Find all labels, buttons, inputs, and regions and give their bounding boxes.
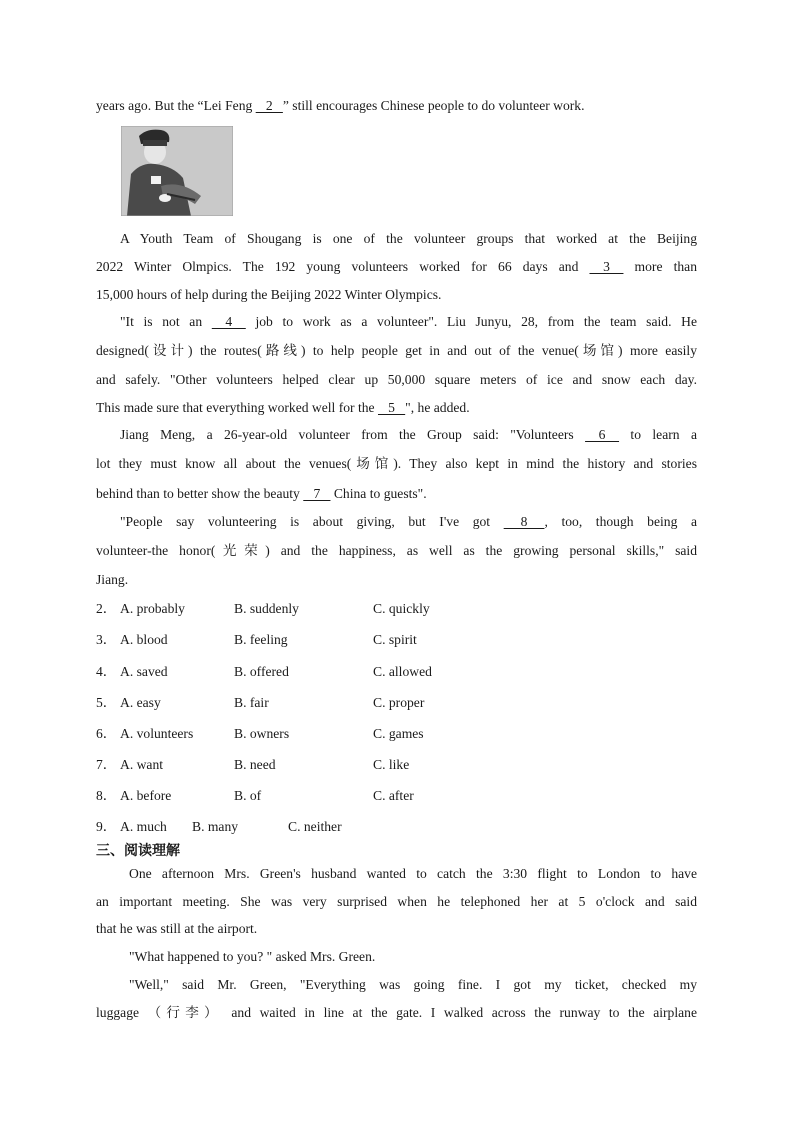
passage-line: A Youth Team of Shougang is one of the volunteer groups that worked at the Beijing [120, 231, 697, 246]
option-b: B. of [234, 788, 262, 803]
question-number: 6． [96, 726, 117, 741]
reading-line: "What happened to you? " asked Mrs. Green. [129, 949, 376, 964]
passage-line [96, 485, 697, 503]
question-number: 7． [96, 757, 117, 772]
option-c: C. quickly [373, 601, 430, 616]
passage-line [96, 399, 697, 417]
option-b: B. need [234, 757, 276, 772]
blank-5: 5 [377, 400, 406, 415]
passage-line [96, 97, 697, 115]
passage-text: 2022 Winter Olmpics. The 192 young volunteers worked for 66 days and [96, 259, 590, 274]
blank-7: 7 [303, 486, 331, 501]
reading-line: luggage （行李） and waited in line at the gate. I walked across the runway to the airplane [96, 1005, 697, 1020]
section-title: 三、阅读理解 [96, 843, 180, 859]
passage-line: lot they must know all about the venues(场馆). They also kept in mind the history and stories [96, 456, 697, 471]
passage-line [120, 426, 697, 444]
blank-8: 8 [503, 514, 545, 529]
passage-text: job to work as a volunteer". Liu Junyu, 28, from the team said. He [245, 314, 697, 329]
option-a: A. blood [120, 632, 168, 647]
option-b: B. feeling [234, 632, 288, 647]
option-b: B. owners [234, 726, 290, 741]
passage-text: years ago. But the “Lei Feng [96, 98, 256, 113]
passage-text: China to guests". [330, 486, 427, 501]
reading-line: an important meeting. She was very surprised when he telephoned her at 5 o'clock and said [96, 894, 697, 909]
option-a: A. want [120, 757, 164, 772]
option-a: A. volunteers [120, 726, 194, 741]
reading-line: "Well," said Mr. Green, "Everything was going fine. I got my ticket, checked my [129, 977, 697, 992]
passage-text: Jiang Meng, a 26-year-old volunteer from the Group said: "Volunteers [120, 427, 586, 442]
passage-text: behind than to better show the beauty [96, 486, 304, 501]
question-number: 2． [96, 601, 117, 616]
blank-2: 2 [255, 98, 283, 113]
passage-line: Jiang. [96, 572, 129, 587]
passage-text: ", he added. [405, 400, 470, 415]
passage-line: and safely. "Other volunteers helped clear up 50,000 square meters of ice and snow each day. [96, 372, 697, 387]
question-number: 5． [96, 695, 117, 710]
blank-4: 4 [211, 314, 246, 329]
passage-text: more than [623, 259, 697, 274]
option-a: A. probably [120, 601, 185, 616]
option-a: A. easy [120, 695, 161, 710]
question-number: 9． [96, 819, 117, 834]
option-b: B. suddenly [234, 601, 299, 616]
passage-text: to learn a [619, 427, 697, 442]
question-number: 3． [96, 632, 117, 647]
option-c: C. spirit [373, 632, 417, 647]
question-number: 8． [96, 788, 117, 803]
lei-feng-photo [121, 126, 233, 216]
option-c: C. allowed [373, 664, 432, 679]
option-c: C. after [373, 788, 414, 803]
option-c: C. games [373, 726, 424, 741]
passage-line [120, 313, 697, 331]
reading-line: that he was still at the airport. [96, 921, 258, 936]
option-c: C. proper [373, 695, 425, 710]
option-c: C. neither [288, 819, 342, 834]
passage-text: , too, though being a [544, 514, 697, 529]
option-b: B. fair [234, 695, 269, 710]
blank-6: 6 [585, 427, 620, 442]
passage-text: This made sure that everything worked well for the [96, 400, 378, 415]
passage-text: ” still encourages Chinese people to do volunteer work. [282, 98, 585, 113]
option-a: A. much [120, 819, 167, 834]
passage-line [120, 513, 697, 531]
passage-line [96, 258, 697, 276]
option-b: B. many [192, 819, 239, 834]
blank-3: 3 [589, 259, 624, 274]
passage-line: designed(设计) the routes(路线) to help people get in and out of the venue(场馆) more easily [96, 343, 697, 358]
option-b: B. offered [234, 664, 289, 679]
passage-text: "People say volunteering is about giving, but I've got [120, 514, 504, 529]
option-a: A. before [120, 788, 172, 803]
option-a: A. saved [120, 664, 168, 679]
question-number: 4． [96, 664, 117, 679]
reading-line: One afternoon Mrs. Green's husband wanted to catch the 3:30 flight to London to have [129, 866, 697, 881]
passage-line: volunteer-the honor(光荣) and the happiness, as well as the growing personal skills," said [96, 543, 697, 558]
option-c: C. like [373, 757, 410, 772]
passage-line: 15,000 hours of help during the Beijing 2022 Winter Olympics. [96, 287, 442, 302]
passage-text: "It is not an [120, 314, 212, 329]
